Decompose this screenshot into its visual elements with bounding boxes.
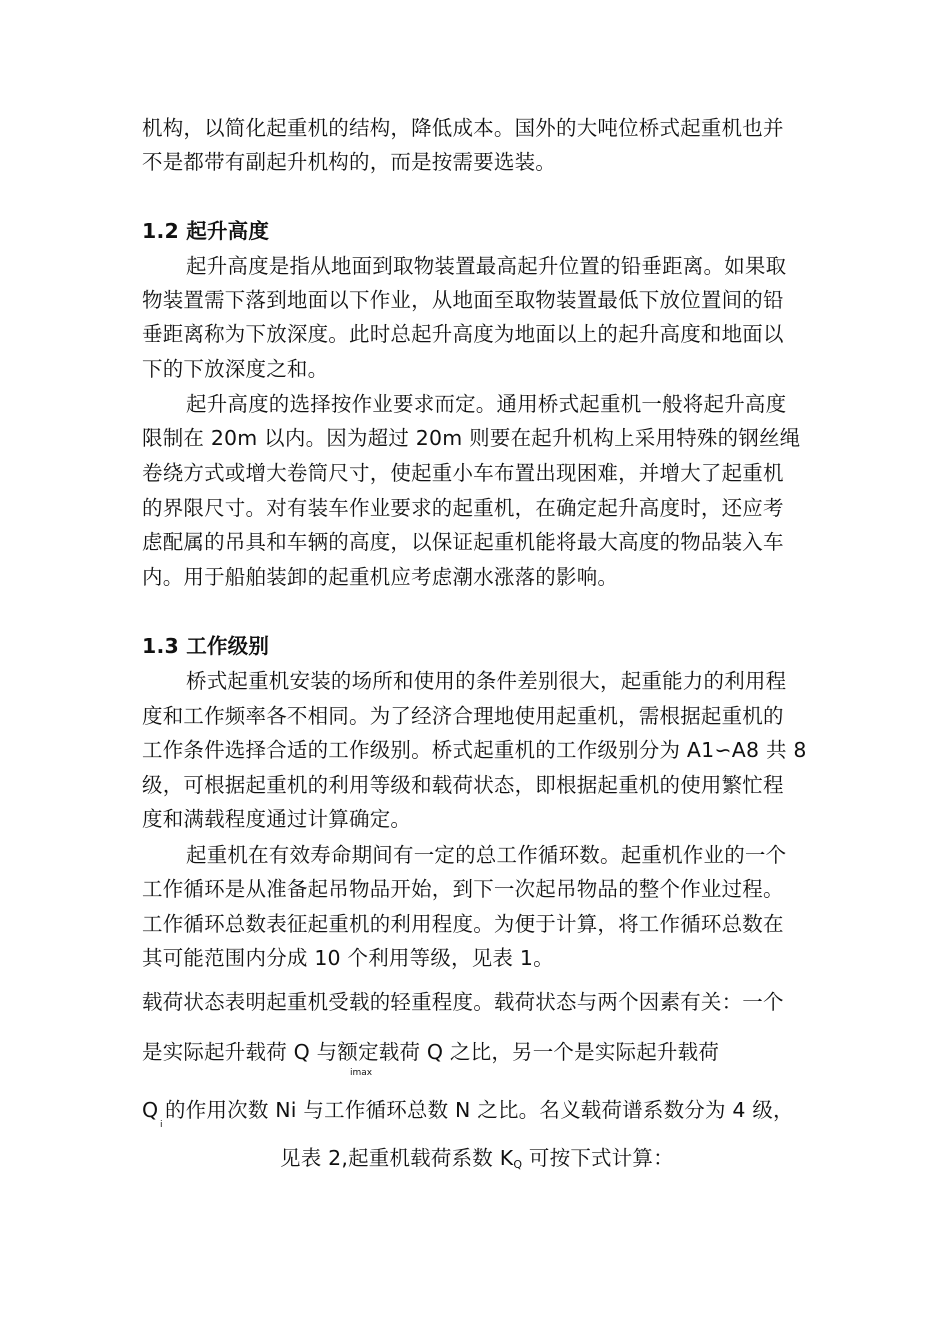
s13-p2-line-4: 其可能范围内分成 10 个利用等级，见表 1。 [142, 946, 554, 970]
intro-line-1: 机构，以简化起重机的结构，降低成本。国外的大吨位桥式起重机也并 [142, 116, 784, 140]
s13-p2-line-2: 工作循环是从准备起吊物品开始，到下一次起吊物品的整个作业过程。 [142, 877, 784, 901]
formula-k-subscript: Q [513, 1158, 523, 1171]
s13-p3-line-3: Q 的作用次数 Ni 与工作循环总数 N 之比。名义载荷谱系数分为 4 级， [142, 1098, 794, 1122]
formula-intro-text: 见表 2,起重机载荷系数 K [280, 1146, 514, 1170]
s13-p2-line-1: 起重机在有效寿命期间有一定的总工作循环数。起重机作业的一个 [186, 843, 787, 867]
s12-p2-line-2: 限制在 20m 以内。因为超过 20m 则要在起升机构上采用特殊的钢丝绳 [142, 426, 801, 450]
intro-line-2: 不是都带有副起升机构的，而是按需要选装。 [142, 150, 556, 174]
s12-p1-line-2: 物装置需下落到地面以下作业，从地面至取物装置最低下放位置间的铅 [142, 288, 784, 312]
s12-p1-line-1: 起升高度是指从地面到取物装置最高起升位置的铅垂距离。如果取 [186, 254, 787, 278]
s13-p1-line-5: 度和满载程度通过计算确定。 [142, 807, 412, 831]
s13-p1-line-3: 工作条件选择合适的工作级别。桥式起重机的工作级别分为 A1∽A8 共 8 [142, 738, 807, 762]
s12-p2-line-3: 卷绕方式或增大卷筒尺寸，使起重小车布置出现困难，并增大了起重机 [142, 461, 784, 485]
s13-p1-line-2: 度和工作频率各不相同。为了经济合理地使用起重机，需根据起重机的 [142, 704, 784, 728]
s12-p2-line-5: 虑配属的吊具和车辆的高度，以保证起重机能将最大高度的物品装入车 [142, 530, 784, 554]
s13-p1-line-4: 级，可根据起重机的利用等级和载荷状态，即根据起重机的使用繁忙程 [142, 773, 784, 797]
s12-p2-line-1: 起升高度的选择按作业要求而定。通用桥式起重机一般将起升高度 [186, 392, 787, 416]
s13-p3-line-2: 是实际起升载荷 Q 与额定载荷 Q 之比，另一个是实际起升载荷 [142, 1040, 720, 1064]
s12-p1-line-4: 下的下放深度之和。 [142, 357, 329, 381]
s13-p1-line-1: 桥式起重机安装的场所和使用的条件差别很大，起重能力的利用程 [186, 669, 787, 693]
s12-p1-line-3: 垂距离称为下放深度。此时总起升高度为地面以上的起升高度和地面以 [142, 322, 784, 346]
s12-p2-line-6: 内。用于船舶装卸的起重机应考虑潮水涨落的影响。 [142, 565, 619, 589]
s13-p3-line-1: 载荷状态表明起重机受载的轻重程度。载荷状态与两个因素有关：一个 [142, 990, 784, 1014]
formula-intro-line [280, 1141, 674, 1179]
section-1-3-heading: 1.3 工作级别 [142, 634, 270, 658]
subscript-i: i [160, 1120, 163, 1130]
section-1-2-heading: 1.2 起升高度 [142, 219, 270, 243]
s13-p2-line-3: 工作循环总数表征起重机的利用程度。为便于计算，将工作循环总数在 [142, 912, 784, 936]
formula-tail-text: 可按下式计算： [522, 1146, 674, 1170]
s12-p2-line-4: 的界限尺寸。对有装车作业要求的起重机，在确定起升高度时，还应考 [142, 496, 784, 520]
subscript-imax: imax [350, 1068, 373, 1078]
